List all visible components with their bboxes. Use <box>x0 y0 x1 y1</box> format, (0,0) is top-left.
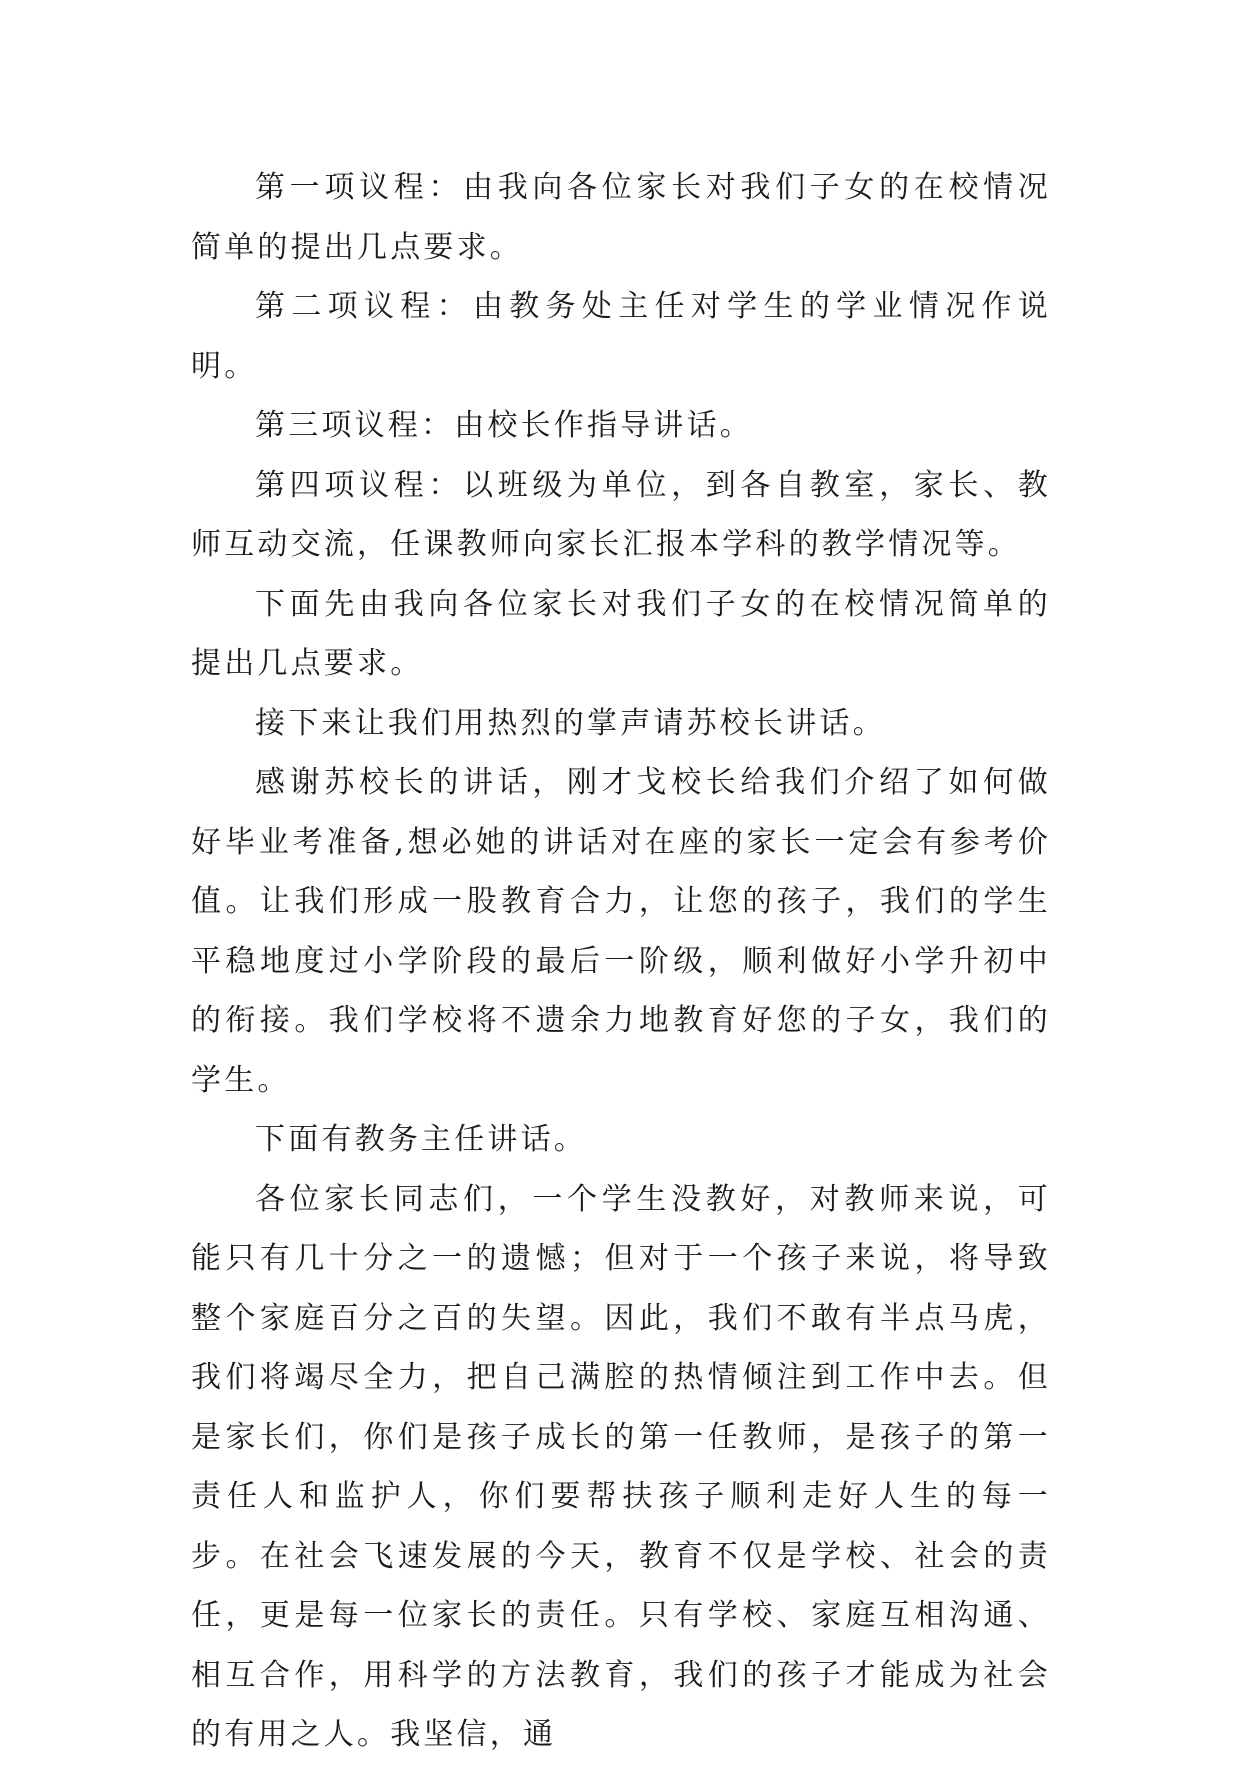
paragraph-agenda-3: 第三项议程：由校长作指导讲话。 <box>255 408 753 443</box>
paragraph-academic-director-intro: 下面有教务主任讲话。 <box>255 1122 587 1157</box>
paragraph-principal-invite: 接下来让我们用热烈的掌声请苏校长讲话。 <box>255 705 886 741</box>
paragraph-requirements-intro: 下面先由我向各位家长对我们子女的在校情况简单的提出几点要求。 <box>191 586 1051 681</box>
paragraph-thanks-principal: 感谢苏校长的讲话，刚才戈校长给我们介绍了如何做好毕业考准备,想必她的讲话对在座的家长一定会有参考价值。让我们形成一股教育合力，让您的孩子，我们的学生平稳地度过小学阶段的最后一阶级，顺利做好小学升初中的衔接。我们学校将不遗余力地教育好您的子女，我们的学生。 <box>191 765 1051 1098</box>
paragraph-agenda-1: 第一项议程：由我向各位家长对我们子女的在校情况简单的提出几点要求。 <box>191 170 1051 265</box>
document-body <box>191 158 1051 1765</box>
paragraph-agenda-4: 第四项议程：以班级为单位，到各自教室，家长、教师互动交流，任课教师向家长汇报本学科的教学情况等。 <box>191 467 1051 562</box>
paragraph-agenda-2: 第二项议程：由教务处主任对学生的学业情况作说明。 <box>191 289 1051 384</box>
paragraph-parents-address: 各位家长同志们，一个学生没教好，对教师来说，可能只有几十分之一的遗憾；但对于一个孩子来说，将导致整个家庭百分之百的失望。因此，我们不敢有半点马虎，我们将竭尽全力，把自己满腔的热情倾注到工作中去。但是家长们，你们是孩子成长的第一任教师，是孩子的第一责任人和监护人，你们要帮扶孩子顺利走好人生的每一步。在社会飞速发展的今天，教育不仅是学校、社会的责任，更是每一位家长的责任。只有学校、家庭互相沟通、相互合作，用科学的方法教育，我们的孩子才能成为社会的有用之人。我坚信，通 <box>191 1181 1051 1752</box>
